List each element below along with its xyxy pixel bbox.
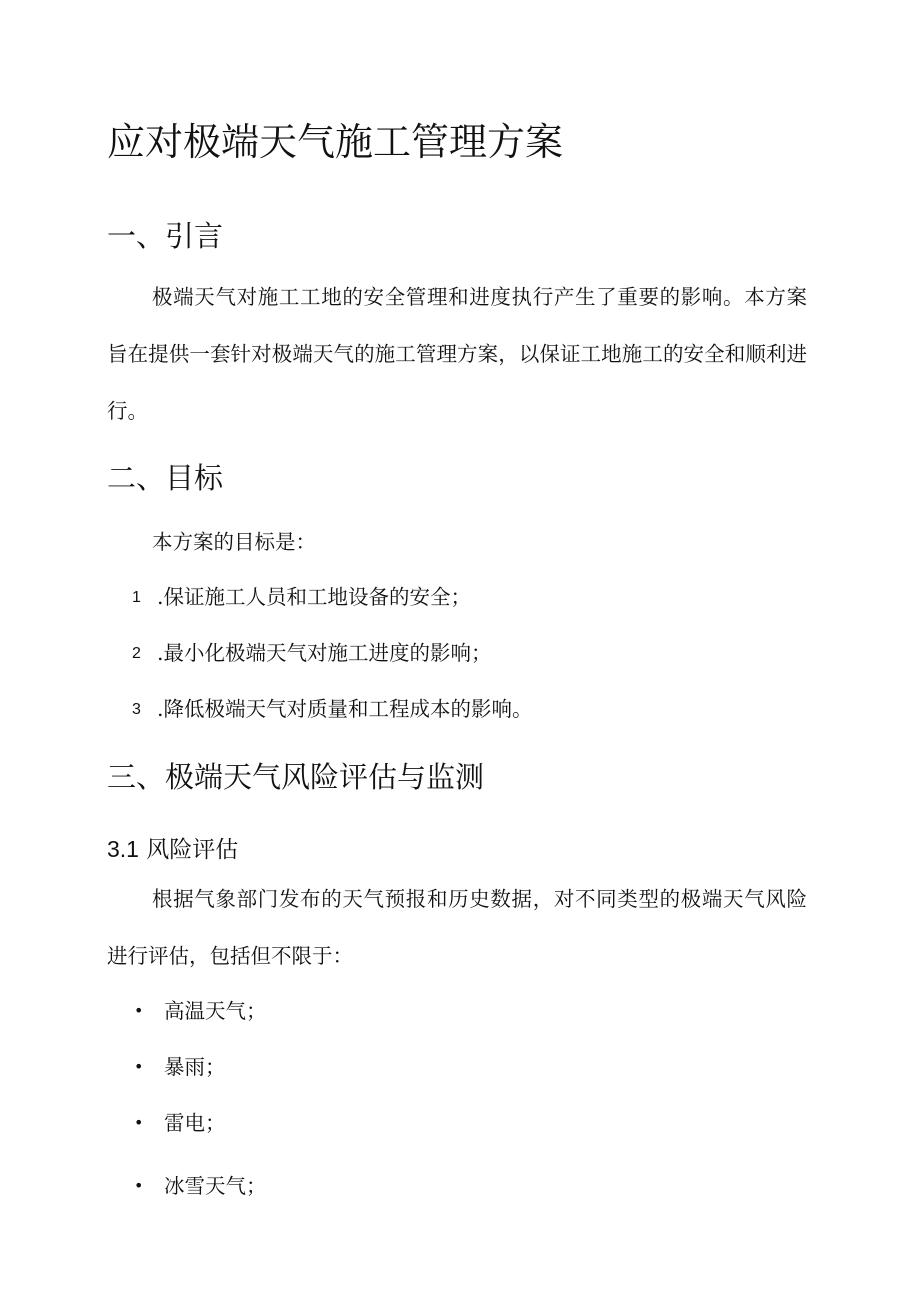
subsection-label: 风险评估 bbox=[146, 837, 239, 863]
bullet-icon: • bbox=[134, 1057, 144, 1076]
list-item-text: .最小化极端天气对施工进度的影响； bbox=[157, 641, 492, 665]
list-item-text: .保证施工人员和工地设备的安全； bbox=[157, 585, 472, 609]
document-title: 应对极端天气施工管理方案 bbox=[107, 120, 564, 164]
bullet-text: 暴雨； bbox=[164, 1055, 226, 1079]
bullet-text: 雷电； bbox=[164, 1111, 226, 1135]
bullet-icon: • bbox=[134, 1176, 144, 1195]
subsection-number: 3.1 bbox=[107, 836, 139, 862]
list-item-text: .降低极端天气对质量和工程成本的影响。 bbox=[157, 697, 533, 721]
bullet-icon: • bbox=[134, 1113, 144, 1132]
list-item-number: 1 bbox=[132, 589, 141, 606]
bullet-text: 高温天气； bbox=[164, 999, 267, 1023]
section-heading-goals: 二、目标 bbox=[107, 461, 224, 495]
bullet-icon: • bbox=[134, 1001, 144, 1020]
subsection-heading bbox=[107, 833, 238, 866]
risk-paragraph: 根据气象部门发布的天气预报和历史数据，对不同类型的极端天气风险进行评估，包括但不限于： bbox=[107, 887, 807, 968]
goals-lead: 本方案的目标是： bbox=[152, 530, 316, 554]
intro-paragraph: 极端天气对施工工地的安全管理和进度执行产生了重要的影响。本方案旨在提供一套针对极端天气的施工管理方案，以保证工地施工的安全和顺利进行。 bbox=[107, 285, 807, 423]
section-heading-risk: 三、极端天气风险评估与监测 bbox=[107, 760, 485, 794]
list-item-number: 2 bbox=[132, 645, 141, 662]
list-item-number: 3 bbox=[132, 701, 141, 718]
section-heading-intro: 一、引言 bbox=[107, 219, 224, 253]
bullet-text: 冰雪天气； bbox=[164, 1174, 267, 1198]
